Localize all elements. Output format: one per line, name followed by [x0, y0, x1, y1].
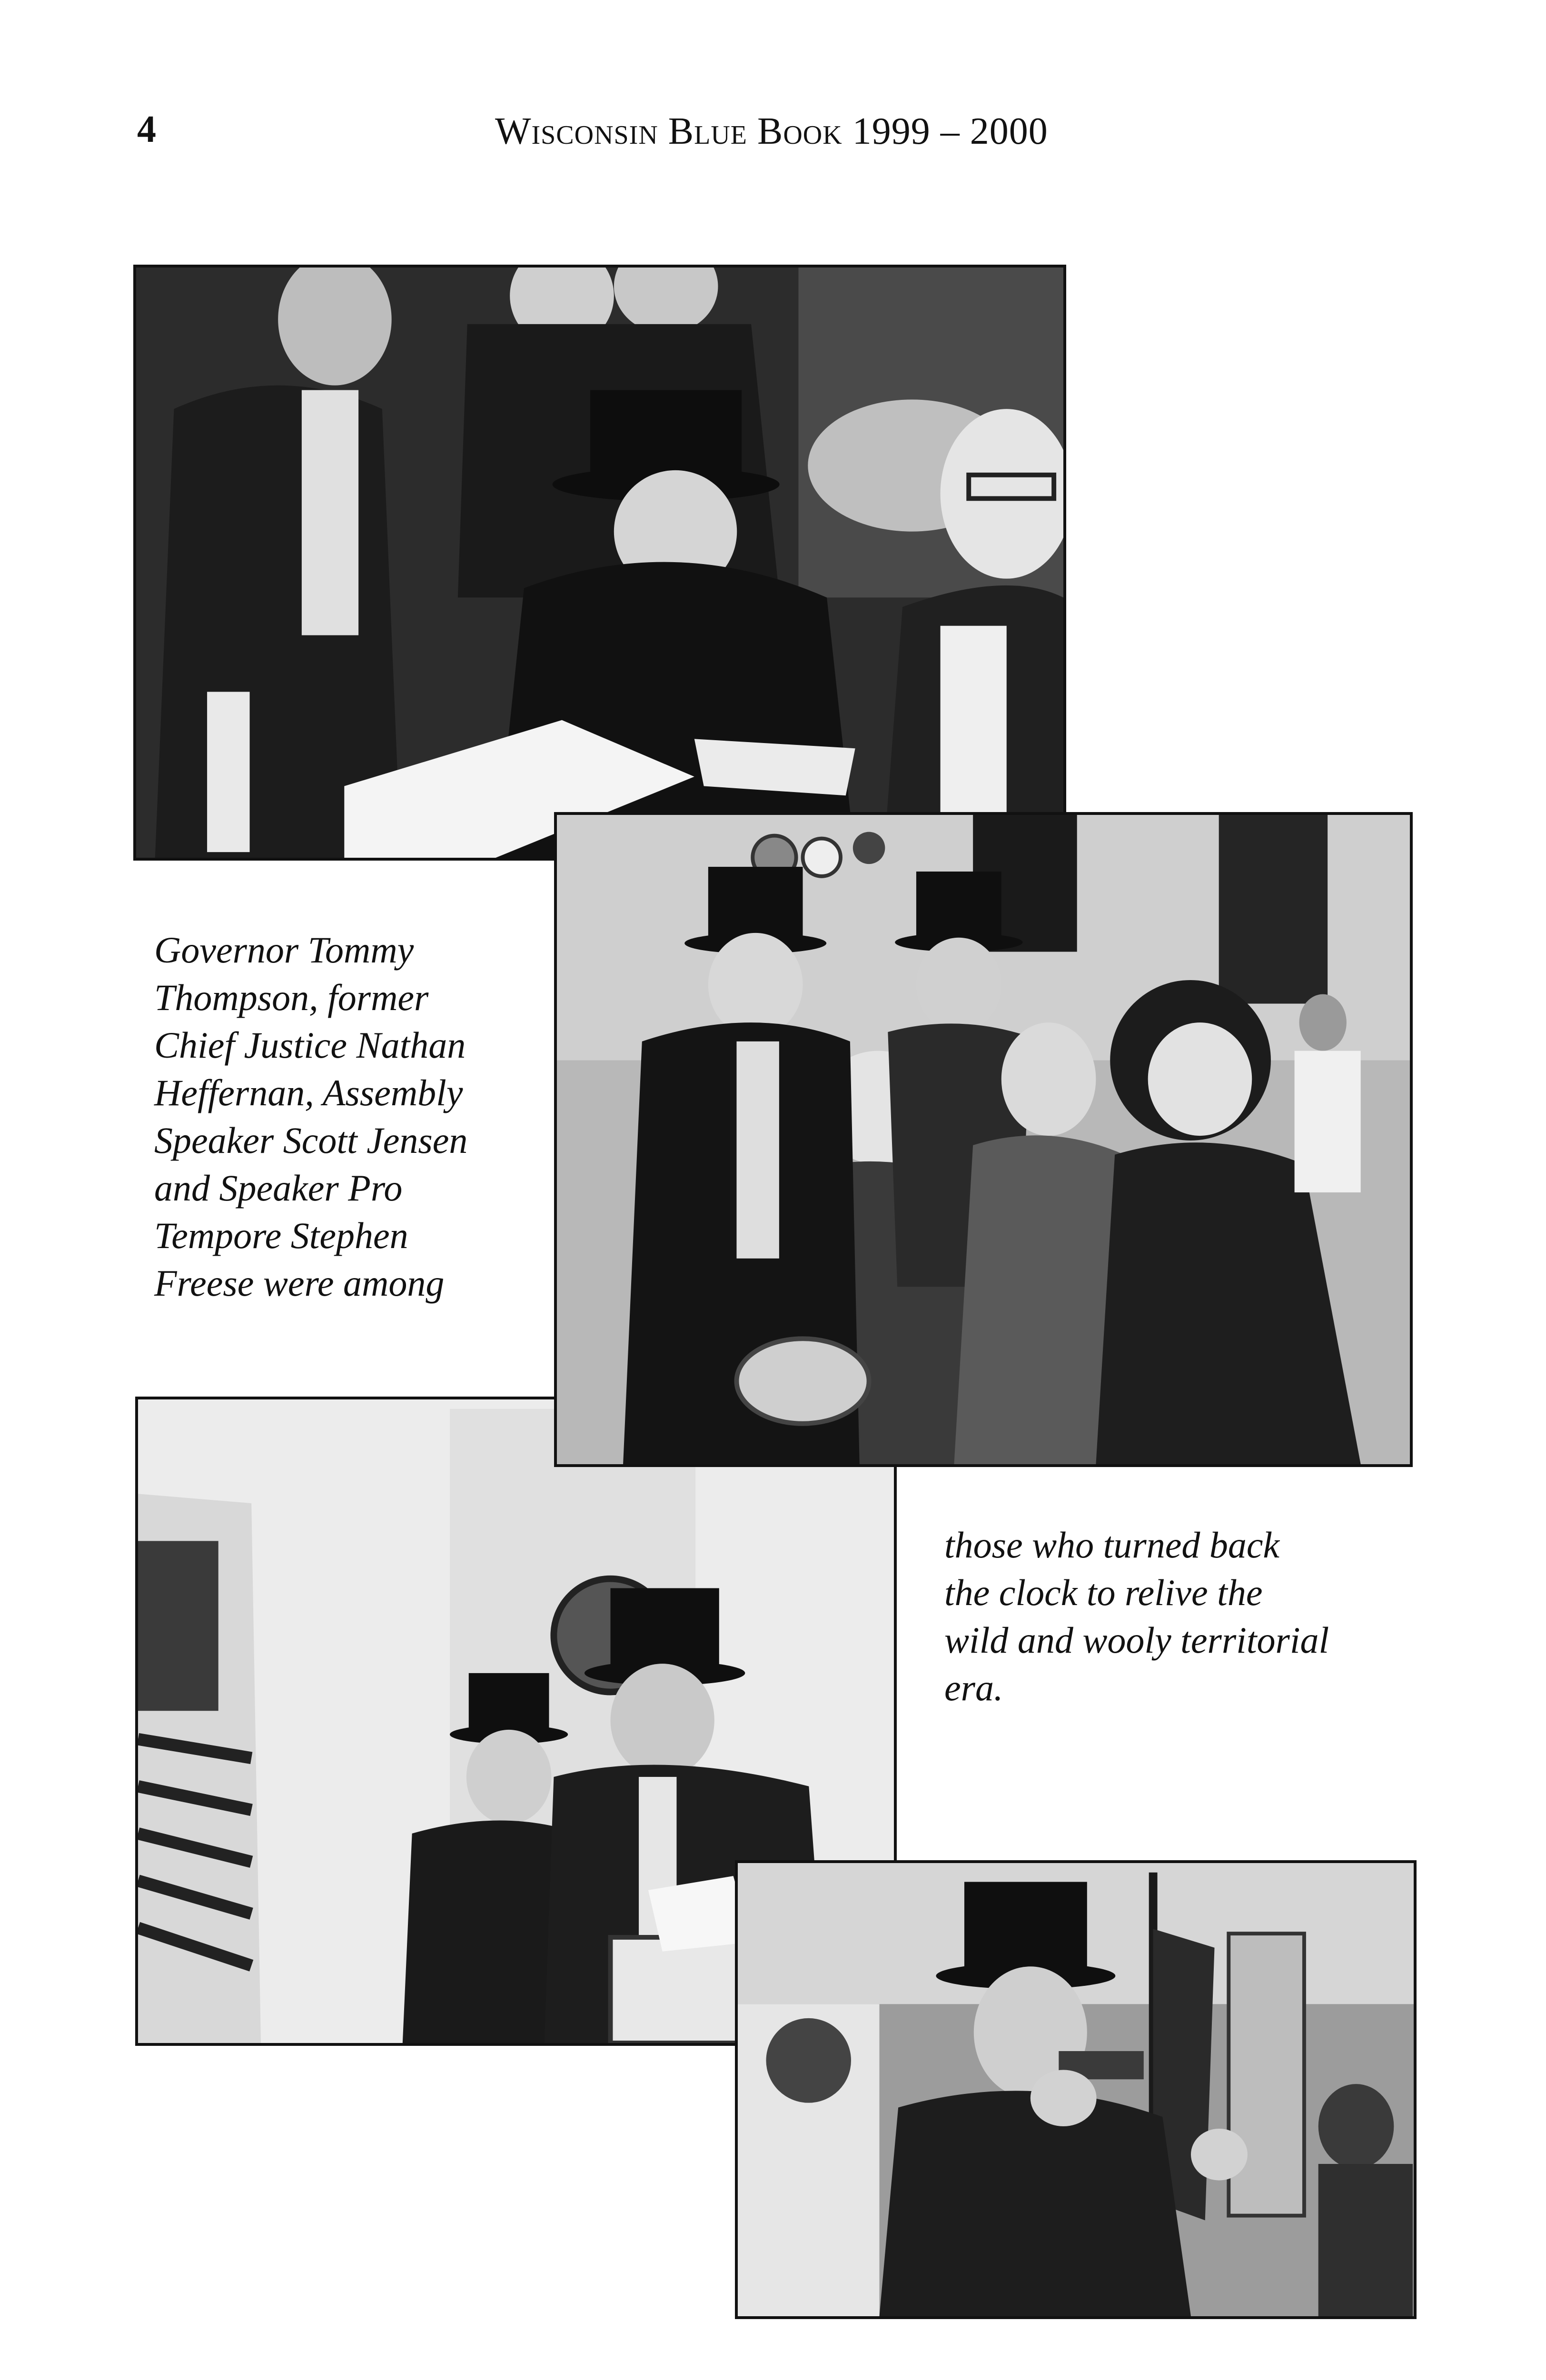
- running-head: [495, 112, 1048, 150]
- photo-pistol-art: [738, 1863, 1414, 2316]
- caption-right: those who turned back the clock to relive the wild and wooly territorial era.: [944, 1524, 1329, 1708]
- photo-costumed-group: [554, 812, 1413, 1467]
- photo-pistol: [735, 1860, 1417, 2319]
- running-head-word-1: Wisconsin: [495, 110, 658, 152]
- photo-costumed-group-art: [557, 815, 1410, 1464]
- photo-signing-ceremony: [133, 265, 1066, 861]
- caption-left: Governor Tommy Thompson, former Chief Justice Nathan Heffernan, Assembly Speaker Scott Jensen and Speaker Pro Tempore Stephen Freese were among: [154, 929, 468, 1304]
- running-head-years: 1999 – 2000: [852, 110, 1048, 152]
- photo-signing-ceremony-art: [136, 268, 1063, 858]
- page-number: 4: [137, 109, 156, 150]
- running-head-word-3: Book: [757, 110, 842, 152]
- running-head-word-2: Blue: [668, 110, 747, 152]
